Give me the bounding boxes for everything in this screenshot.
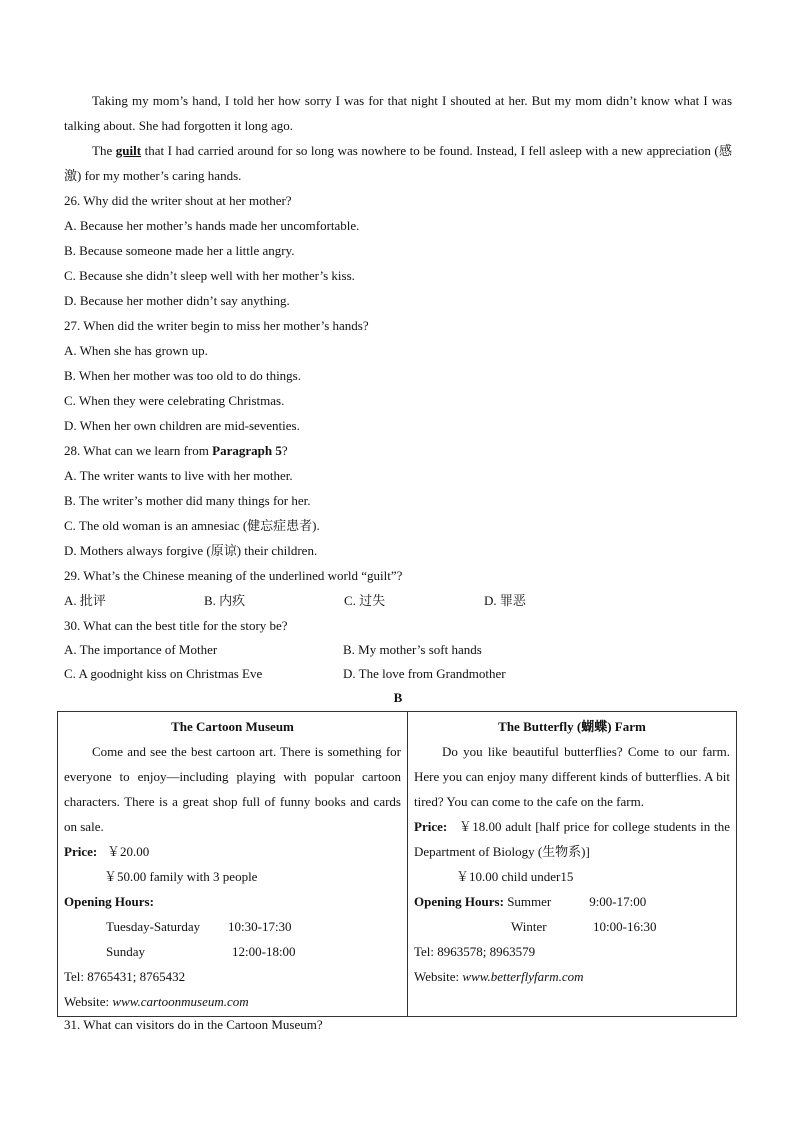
options-row — [64, 638, 732, 662]
hours-time: 10:00-16:30 — [593, 919, 657, 934]
website-label: Website: — [64, 994, 113, 1009]
option: C. 过失 — [344, 593, 386, 608]
hours-line — [64, 939, 401, 964]
document-page — [64, 88, 732, 710]
hours-label: Opening Hours: — [64, 894, 154, 909]
options-row — [64, 588, 732, 613]
hours-line — [414, 914, 730, 939]
option: B. The writer’s mother did many things for her. — [64, 493, 311, 508]
option: D. Mothers always forgive (原谅) their children. — [64, 543, 318, 558]
option: D. The love from Grandmother — [343, 666, 506, 681]
website-line — [64, 989, 401, 1014]
option: D. Because her mother didn’t say anything. — [64, 293, 290, 308]
text-run: ? — [281, 443, 288, 458]
option: C. Because she didn’t sleep well with her mother’s kiss. — [64, 268, 355, 283]
price-line — [64, 839, 401, 864]
option: B. My mother’s soft hands — [343, 642, 482, 657]
tel-line: Tel: 8765431; 8765432 — [64, 969, 186, 984]
ad-title: The Cartoon Museum — [171, 719, 294, 734]
website-line — [414, 964, 730, 989]
website-link[interactable]: www.cartoonmuseum.com — [112, 994, 249, 1009]
option: B. Because someone made her a little angry. — [64, 243, 295, 258]
question-28 — [64, 438, 732, 463]
tel-line: Tel: 8963578; 8963579 — [414, 944, 536, 959]
hours-line — [414, 889, 730, 914]
ads-table — [57, 711, 737, 1017]
price-line-2: ￥50.00 family with 3 people — [104, 869, 258, 884]
hours-line — [64, 914, 401, 939]
cartoon-museum-ad — [58, 712, 408, 1017]
question-29: 29. What’s the Chinese meaning of the underlined world “guilt”? — [64, 568, 403, 583]
option: B. When her mother was too old to do things. — [64, 368, 301, 383]
question-27: 27. When did the writer begin to miss her mother’s hands? — [64, 318, 369, 333]
price-label: Price: — [64, 844, 98, 859]
option: C. When they were celebrating Christmas. — [64, 393, 285, 408]
option: D. When her own children are mid-seventies. — [64, 418, 300, 433]
text-run: The — [92, 143, 116, 158]
option: C. The old woman is an amnesiac (健忘症患者). — [64, 518, 320, 533]
option: B. 内疚 — [204, 593, 246, 608]
hours-day: Sunday — [106, 944, 145, 959]
butterfly-farm-ad — [408, 712, 737, 1017]
price-value: ￥18.00 adult [half price for college students in the Department of Biology (生物系)] — [414, 819, 731, 859]
website-link[interactable]: www.betterflyfarm.com — [462, 969, 584, 984]
text-run: that I had carried around for so long was nowhere to be found. Instead, I fell asleep with a new appreciation (感激) for my mother’s caring hands. — [64, 143, 732, 183]
hours-label: Opening Hours: — [414, 894, 504, 909]
option: A. The importance of Mother — [64, 642, 218, 657]
ad-body: Do you like beautiful butterflies? Come to our farm. Here you can enjoy many different kinds of butterflies. A bit tired? You can come to the cafe on the farm. — [414, 744, 730, 809]
underlined-word: guilt — [115, 143, 142, 158]
passage-paragraph: Taking my mom’s hand, I told her how sorry I was for that night I shouted at her. But my mom didn’t know what I was talking about. She had forgotten it long ago. — [64, 93, 732, 133]
option: A. Because her mother’s hands made her uncomfortable. — [64, 218, 360, 233]
question-26: 26. Why did the writer shout at her mother? — [64, 193, 292, 208]
hours-day: Tuesday-Saturday — [106, 919, 201, 934]
option: A. 批评 — [64, 593, 106, 608]
option: D. 罪恶 — [484, 593, 526, 608]
hours-season: Winter — [511, 919, 547, 934]
option: C. A goodnight kiss on Christmas Eve — [64, 666, 263, 681]
price-label: Price: — [414, 819, 448, 834]
price-line — [414, 814, 730, 864]
hours-season: Summer — [507, 894, 552, 909]
option: A. The writer wants to live with her mother. — [64, 468, 293, 483]
price-line-2: ￥10.00 child under15 — [456, 869, 574, 884]
hours-time: 9:00-17:00 — [589, 894, 647, 909]
options-row — [64, 662, 732, 686]
website-label: Website: — [414, 969, 463, 984]
question-30: 30. What can the best title for the story be? — [64, 618, 288, 633]
text-run: 28. What can we learn from — [64, 443, 213, 458]
ad-title: The Butterfly (蝴蝶) Farm — [498, 719, 646, 734]
section-label: B — [393, 690, 403, 705]
ad-body: Come and see the best cartoon art. There is something for everyone to enjoy—including playing with popular cartoon characters. There is a great shop full of funny books and cards on sale. — [64, 744, 401, 834]
question-31: 31. What can visitors do in the Cartoon Museum? — [64, 1017, 323, 1032]
price-value: ￥20.00 — [106, 844, 150, 859]
passage-paragraph-guilt — [64, 138, 732, 188]
hours-time: 10:30-17:30 — [228, 919, 292, 934]
hours-time: 12:00-18:00 — [232, 944, 296, 959]
option: A. When she has grown up. — [64, 343, 208, 358]
bold-text: Paragraph 5 — [212, 443, 282, 458]
